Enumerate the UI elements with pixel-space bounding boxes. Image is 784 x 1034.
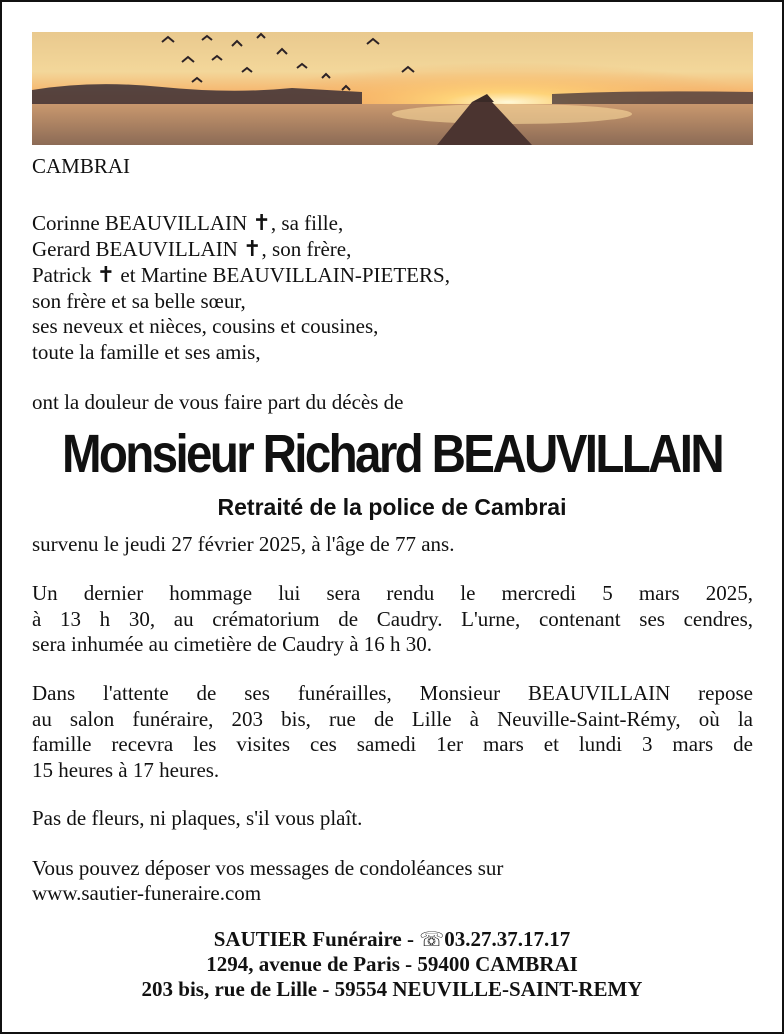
family-line: [32, 237, 351, 263]
family-member-name: Gerard BEAUVILLAIN: [32, 237, 244, 261]
condolences-website-link[interactable]: www.sautier-funeraire.com: [32, 881, 262, 905]
visitation-line: famille recevra les visites ces samedi 1er mars et lundi 3 mars de: [32, 732, 753, 756]
deceased-name: Monsieur Richard BEAUVILLAIN: [61, 424, 723, 484]
family-relation: , sa fille,: [270, 211, 344, 235]
flowers-note: Pas de fleurs, ni plaques, s'il vous plaît.: [32, 806, 363, 830]
ceremony-line: sera inhumée au cimetière de Caudry à 16 h 30.: [32, 632, 433, 656]
family-member-name: Patrick: [32, 263, 97, 287]
latin-cross-icon: ✝: [252, 211, 271, 236]
funeral-home-address-2: 203 bis, rue de Lille - 59554 NEUVILLE-SAINT-REMY: [141, 977, 643, 1001]
death-info: survenu le jeudi 27 février 2025, à l'âge de 77 ans.: [32, 532, 455, 556]
visitation-line: Dans l'attente de ses funérailles, Monsieur BEAUVILLAIN repose: [32, 681, 753, 705]
funeral-home-address-1: 1294, avenue de Paris - 59400 CAMBRAI: [206, 952, 578, 976]
funeral-home-contact: [0, 927, 784, 952]
funeral-home-name: SAUTIER Funéraire -: [213, 927, 420, 951]
family-line: son frère et sa belle sœur,: [32, 289, 246, 313]
sunset-banner-image: [32, 32, 753, 145]
latin-cross-icon: ✝: [243, 237, 262, 262]
phone-icon: ☏: [419, 927, 445, 951]
latin-cross-icon: ✝: [96, 263, 116, 288]
family-member-name: Corinne BEAUVILLAIN: [32, 211, 253, 235]
visitation-paragraph: [32, 681, 753, 783]
family-line: [32, 263, 450, 289]
family-relation: et Martine BEAUVILLAIN-PIETERS,: [115, 263, 450, 287]
ceremony-line: Un dernier hommage lui sera rendu le mercredi 5 mars 2025,: [32, 581, 753, 605]
announcement-text: ont la douleur de vous faire part du décès de: [32, 390, 404, 414]
ceremony-line: à 13 h 30, au crématorium de Caudry. L'urne, contenant ses cendres,: [32, 606, 753, 631]
deceased-title: Retraité de la police de Cambrai: [217, 494, 567, 520]
ceremony-paragraph: [32, 581, 753, 658]
funeral-home-phone[interactable]: 03.27.37.17.17: [444, 927, 571, 951]
visitation-line: au salon funéraire, 203 bis, rue de Lille à Neuville-Saint-Rémy, où la: [32, 706, 753, 731]
family-relation: , son frère,: [261, 237, 352, 261]
visitation-line: 15 heures à 17 heures.: [32, 757, 220, 782]
family-line: [32, 211, 343, 237]
family-line: toute la famille et ses amis,: [32, 340, 261, 364]
location-heading: CAMBRAI: [32, 154, 131, 178]
family-line: ses neveux et nièces, cousins et cousines,: [32, 314, 379, 338]
condolences-text: Vous pouvez déposer vos messages de condoléances sur: [32, 856, 504, 880]
funeral-home-footer: [0, 927, 784, 1002]
